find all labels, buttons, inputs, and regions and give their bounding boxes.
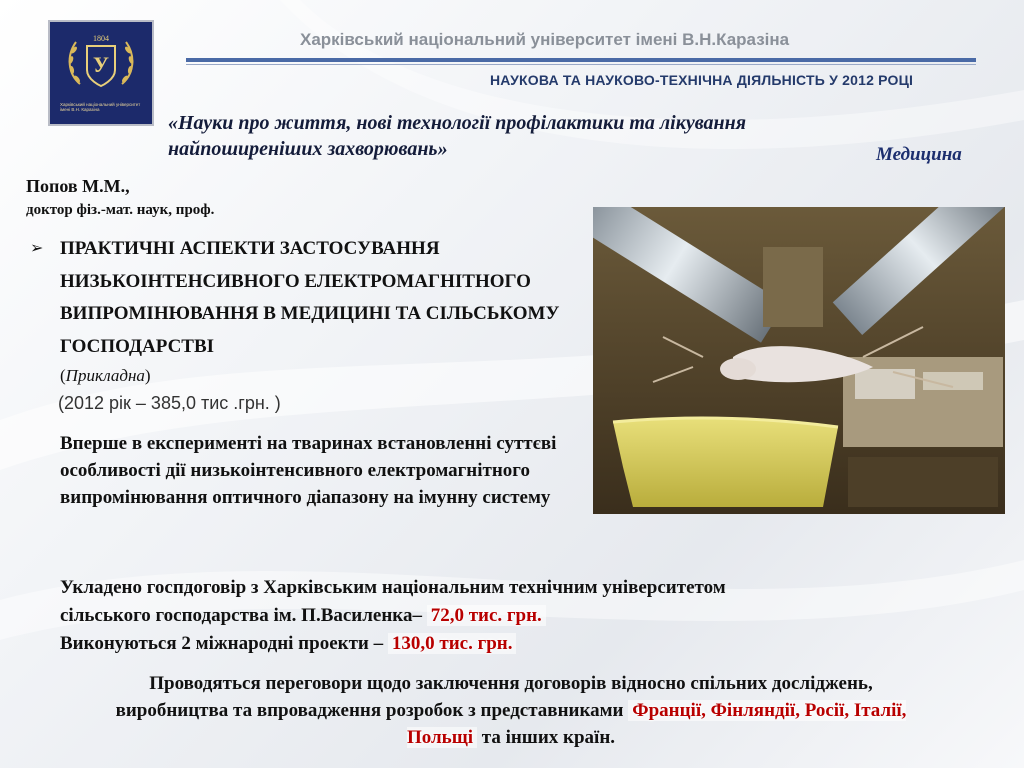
section-title: НАУКОВА ТА НАУКОВО-ТЕХНІЧНА ДІЯЛЬНІСТЬ У 2012 РОЦІ [490, 72, 914, 88]
program-title: «Науки про життя, нові технології профілактики та лікування найпоширеніших захворювань» [168, 112, 747, 160]
contract-line-3-text: Виконуються 2 міжнародні проекти – [60, 633, 384, 654]
negotiations-block [96, 670, 926, 751]
logo-caption: Харківський національний університет імені В.Н. Каразіна [60, 102, 141, 112]
university-logo [48, 20, 154, 126]
project-type-close: ) [144, 366, 151, 385]
arrow-bullet-icon: ➢ [30, 240, 44, 257]
logo-year: 1804 [93, 34, 109, 43]
logo-letter: У [92, 52, 110, 77]
project-title: ПРАКТИЧНІ АСПЕКТИ ЗАСТОСУВАННЯ НИЗЬКОІНТЕНСИВНОГО ЕЛЕКТРОМАГНІТНОГО ВИПРОМІНЮВАННЯ В МЕДИЦИНІ ТА СІЛЬСЬКОМУ ГОСПОДАРСТВІ [60, 238, 560, 357]
field-label: Медицина [876, 144, 962, 165]
project-type [60, 366, 151, 386]
contract-amount-1: 72,0 тис. грн. [427, 605, 546, 626]
header-rule-thin [186, 64, 976, 65]
contract-amount-2: 130,0 тис. грн. [388, 633, 517, 654]
contract-line-1: Укладено госпдоговір з Харківським національним технічним університетом [60, 577, 726, 598]
negotiations-text: Проводяться переговори щодо заключення договорів відносно спільних досліджень, виробництва та впровадження розробок з представниками [115, 673, 873, 721]
contract-line-3 [60, 630, 980, 658]
project-type-text: Прикладна [65, 366, 145, 385]
author-name: Попов М.М., [26, 176, 130, 196]
project-type-open: ( [60, 366, 66, 385]
header-rule [186, 58, 976, 62]
negotiations-countries: Франції, Фінляндії, Росії, Італії, Польщі [406, 700, 907, 748]
university-name: Харківський національний університет імені В.Н.Каразіна [300, 30, 790, 49]
project-funding: (2012 рік – 385,0 тис .грн. ) [58, 393, 281, 413]
experiment-photo [593, 207, 1005, 514]
research-finding: Вперше в експерименті на тваринах встановленні суттєві особливості дії низькоінтенсивного електромагнітного випромінювання оптичного діапазону на імунну систему [60, 433, 557, 508]
contracts-block [60, 574, 980, 658]
contract-line-2 [60, 602, 980, 630]
author-degree: доктор фіз.-мат. наук, проф. [26, 202, 215, 218]
contract-line-2-text: сільського господарства ім. П.Василенка– [60, 605, 422, 626]
university-crest-icon [50, 22, 152, 102]
negotiations-tail: та інших країн. [481, 727, 616, 748]
